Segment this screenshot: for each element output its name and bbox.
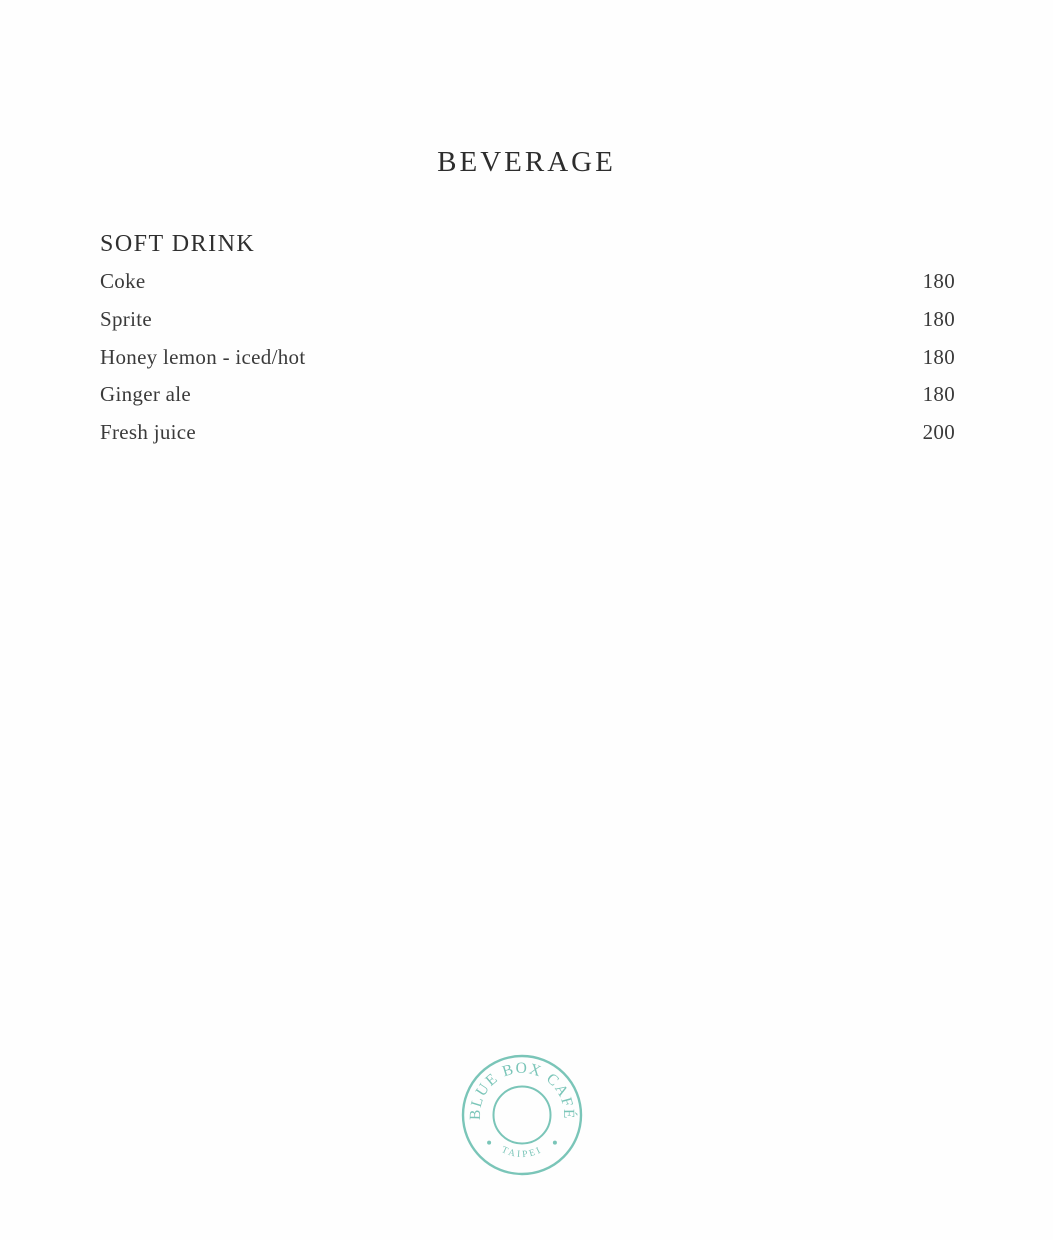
item-price: 180 [922, 382, 955, 407]
logo-arc-top-text: BLUE BOX CAFÉ [466, 1060, 578, 1121]
item-price: 180 [922, 344, 955, 369]
item-name: Coke [100, 269, 146, 294]
item-price: 180 [922, 307, 955, 332]
item-name: Fresh juice [100, 420, 197, 445]
item-name: Ginger ale [100, 382, 192, 407]
menu-row [100, 414, 955, 452]
item-name: Sprite [100, 307, 152, 332]
item-price: 200 [922, 420, 955, 445]
svg-text:TAIPEI [500, 1145, 545, 1160]
menu-row [100, 301, 955, 339]
logo-left-dot [487, 1141, 491, 1145]
logo-right-dot [553, 1141, 557, 1145]
menu-row [100, 376, 955, 414]
page-title: BEVERAGE [437, 146, 616, 178]
menu-row [100, 263, 955, 301]
menu-row [100, 338, 955, 376]
section-heading: SOFT DRINK [100, 231, 256, 257]
item-price: 180 [922, 269, 955, 294]
logo-arc-bottom-text: TAIPEI [499, 1145, 545, 1161]
menu-list [100, 263, 955, 451]
item-name: Honey lemon - iced/hot [100, 344, 306, 369]
cafe-stamp-icon [452, 1045, 592, 1185]
blue-box-cafe-logo [452, 1045, 592, 1185]
